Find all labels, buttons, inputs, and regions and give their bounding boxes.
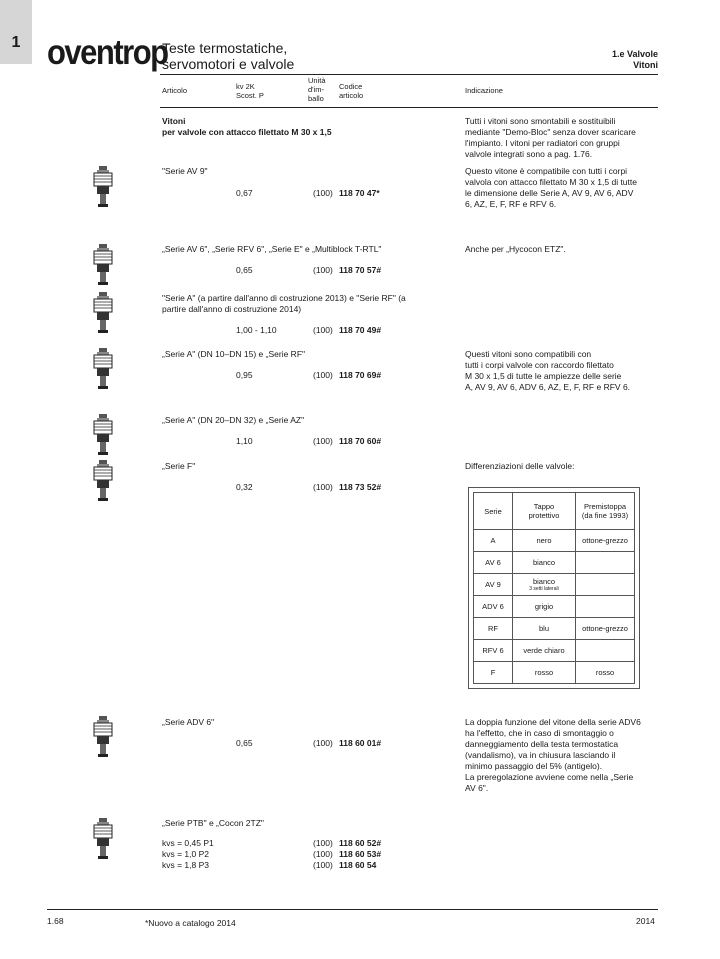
product-pack: (100) (313, 482, 333, 492)
intro-desc-line: l'impianto. I vitoni per radiatori con gruppi (465, 138, 620, 148)
brand-logo: oventrop (47, 31, 168, 72)
valve-insert-icon (91, 818, 115, 860)
product-kv: 1,00 - 1,10 (236, 325, 277, 335)
product-name: „Serie A" (DN 10–DN 15) e „Serie RF" (162, 349, 306, 359)
cell-tappo: bianco (513, 552, 576, 574)
th-tappo-line1: Tappo (533, 502, 555, 511)
product-name: "Serie AV 9" (162, 166, 208, 176)
product-desc-line: minimo passaggio del 5% (antigelo). (465, 761, 603, 771)
cell-serie: ADV 6 (474, 596, 513, 618)
col-kv (236, 82, 264, 100)
product-desc-line: ha l'effetto, che in caso di smontaggio o (465, 728, 614, 738)
product-desc-line: La preregolazione avviene come nella „Serie (465, 772, 634, 782)
product-desc (465, 717, 641, 794)
col-codice-line2: articolo (339, 91, 364, 100)
table-row (474, 662, 635, 684)
product-desc-line: La doppia funzione del vitone della serie ADV6 (465, 717, 641, 727)
ptb-code: 118 60 53# (339, 849, 382, 859)
product-desc-line: le dimensione delle Serie A, AV 9, AV 6, ADV (465, 188, 634, 198)
table-row (474, 552, 635, 574)
cell-prem: rosso (576, 662, 635, 684)
product-code: 118 70 49# (339, 325, 382, 335)
valve-insert-icon (91, 244, 115, 286)
page-title-line2: servomotori e valvole (162, 56, 295, 72)
product-desc-line: tutti i corpi valvole con raccordo filettato (465, 360, 614, 370)
cell-prem (576, 552, 635, 574)
product-desc-line: Questi vitoni sono compatibili con (465, 349, 592, 359)
product-kv: 0,67 (236, 188, 253, 198)
product-name: „Serie AV 6", „Serie RFV 6", „Serie E" e „Multiblock T-RTL" (162, 244, 382, 254)
product-name: „Serie PTB" e „Cocon 2TZ" (162, 818, 264, 828)
product-pack: (100) (313, 370, 333, 380)
product-desc (465, 461, 574, 472)
col-indicazione: Indicazione (465, 86, 503, 95)
ptb-kvs: kvs = 1,0 P2 (162, 849, 210, 859)
cell-tappo: nero (513, 530, 576, 552)
product-code: 118 70 60# (339, 436, 382, 446)
header-rule-top (160, 74, 658, 75)
product-pack: (100) (313, 436, 333, 446)
product-desc-line: Differenziazioni delle valvole: (465, 461, 575, 471)
product-kv: 0,65 (236, 738, 253, 748)
cell-tappo-note: 3 setti laterali (529, 586, 559, 592)
col-unita-line1: Unità (308, 76, 326, 85)
product-kv: 0,95 (236, 370, 253, 380)
ptb-code: 118 60 54 (339, 860, 377, 870)
valve-table-frame (468, 487, 640, 689)
col-codice (339, 82, 363, 100)
product-name: „Serie F" (162, 461, 196, 471)
product-kv: 1,10 (236, 436, 253, 446)
product-desc-line: Anche per „Hycocon ETZ". (465, 244, 566, 254)
product-desc-line: danneggiamento della testa termostatica (465, 739, 619, 749)
th-prem (576, 493, 635, 530)
ptb-pack: (100) (313, 838, 333, 848)
col-unita-line2: d'im- (308, 85, 325, 94)
page-title-line1: Teste termostatiche, (162, 40, 288, 56)
chapter-tab (0, 0, 32, 64)
product-name: partire dall'anno di costruzione 2014) (162, 304, 302, 314)
header-rule-bottom (160, 107, 658, 108)
intro-desc-line: valvole integrati sono a pag. 1.76. (465, 149, 593, 159)
product-code: 118 73 52# (339, 482, 382, 492)
table-row (474, 640, 635, 662)
valve-insert-icon (91, 166, 115, 208)
valve-insert-icon (91, 414, 115, 456)
cell-tappo: rosso (513, 662, 576, 684)
table-row (474, 618, 635, 640)
product-desc (465, 244, 566, 255)
ptb-code: 118 60 52# (339, 838, 382, 848)
intro-desc (465, 116, 636, 160)
col-codice-line1: Codice (339, 82, 363, 91)
product-kv: 0,32 (236, 482, 253, 492)
intro-desc-line: mediante "Demo-Bloc" senza dover scaricare (465, 127, 636, 137)
product-code: 118 70 69# (339, 370, 382, 380)
cell-prem: ottone-grezzo (576, 530, 635, 552)
cell-tappo: grigio (513, 596, 576, 618)
th-serie: Serie (474, 493, 513, 530)
ptb-kvs: kvs = 1,8 P3 (162, 860, 210, 870)
product-name: "Serie A" (a partire dall'anno di costruzione 2013) e "Serie RF" (a (162, 293, 406, 303)
ptb-pack: (100) (313, 849, 333, 859)
cell-prem (576, 574, 635, 596)
chapter-number: 1 (11, 34, 21, 51)
th-tappo-line2: protettivo (528, 511, 560, 520)
page-number: 1.68 (47, 916, 64, 926)
product-desc-line: valvola con attacco filettato M 30 x 1,5 di tutte (465, 177, 637, 187)
cell-serie: A (474, 530, 513, 552)
product-desc (465, 349, 630, 393)
col-unita-line3: ballo (308, 94, 324, 103)
section-label (612, 49, 658, 71)
cell-tappo-text: bianco (532, 577, 556, 586)
col-unita (308, 76, 326, 103)
product-code: 118 70 57# (339, 265, 382, 275)
table-row (474, 596, 635, 618)
product-desc-line: M 30 x 1,5 di tutte le ampiezze delle serie (465, 371, 622, 381)
cell-serie: RF (474, 618, 513, 640)
product-desc (465, 166, 637, 210)
cell-tappo: blu (513, 618, 576, 640)
col-kv-line2: Scost. P (236, 91, 264, 100)
product-pack: (100) (313, 188, 333, 198)
footer-year: 2014 (636, 916, 655, 926)
cell-serie: AV 9 (474, 574, 513, 596)
footer-rule (47, 909, 658, 910)
th-tappo (513, 493, 576, 530)
cell-serie: F (474, 662, 513, 684)
col-kv-line1: kv 2K (236, 82, 255, 91)
product-desc-line: 6, AZ, E, F, RF e RFV 6. (465, 199, 557, 209)
cell-tappo: verde chiaro (513, 640, 576, 662)
footnote: *Nuovo a catalogo 2014 (145, 918, 236, 928)
valve-insert-icon (91, 716, 115, 758)
cell-serie: RFV 6 (474, 640, 513, 662)
product-desc-line: (vandalismo), va in chiusura lasciando il (465, 750, 616, 760)
subsection-name: Vitoni (633, 60, 658, 70)
valve-insert-icon (91, 292, 115, 334)
table-row (474, 530, 635, 552)
cell-prem (576, 596, 635, 618)
product-pack: (100) (313, 325, 333, 335)
intro-desc-line: Tutti i vitoni sono smontabili e sostituibili (465, 116, 616, 126)
cell-serie: AV 6 (474, 552, 513, 574)
cell-prem: ottone-grezzo (576, 618, 635, 640)
intro-title: Vitoni (162, 116, 186, 126)
product-pack: (100) (313, 738, 333, 748)
valve-insert-icon (91, 348, 115, 390)
valve-table (473, 492, 635, 684)
product-code: 118 70 47* (339, 188, 380, 198)
product-kv: 0,65 (236, 265, 253, 275)
ptb-pack: (100) (313, 860, 333, 870)
th-prem-line2: (da fine 1993) (581, 511, 629, 520)
product-desc-line: AV 6". (465, 783, 489, 793)
ptb-kvs: kvs = 0,45 P1 (162, 838, 214, 848)
cell-tappo (513, 574, 576, 596)
product-name: „Serie ADV 6" (162, 717, 215, 727)
table-header-row (474, 493, 635, 530)
cell-prem (576, 640, 635, 662)
intro-subtitle: per valvole con attacco filettato M 30 x 1,5 (162, 127, 332, 137)
col-articolo: Articolo (162, 86, 188, 95)
th-prem-line1: Premistoppa (583, 502, 627, 511)
valve-insert-icon (91, 460, 115, 502)
product-name: „Serie A" (DN 20–DN 32) e „Serie AZ" (162, 415, 305, 425)
product-code: 118 60 01# (339, 738, 382, 748)
page-title (162, 40, 294, 72)
product-pack: (100) (313, 265, 333, 275)
section-name: 1.e Valvole (611, 49, 658, 59)
product-desc-line: Questo vitone è compatibile con tutti i corpi (465, 166, 628, 176)
product-desc-line: A, AV 9, AV 6, ADV 6, AZ, E, F, RF e RFV 6. (465, 382, 631, 392)
table-row (474, 574, 635, 596)
